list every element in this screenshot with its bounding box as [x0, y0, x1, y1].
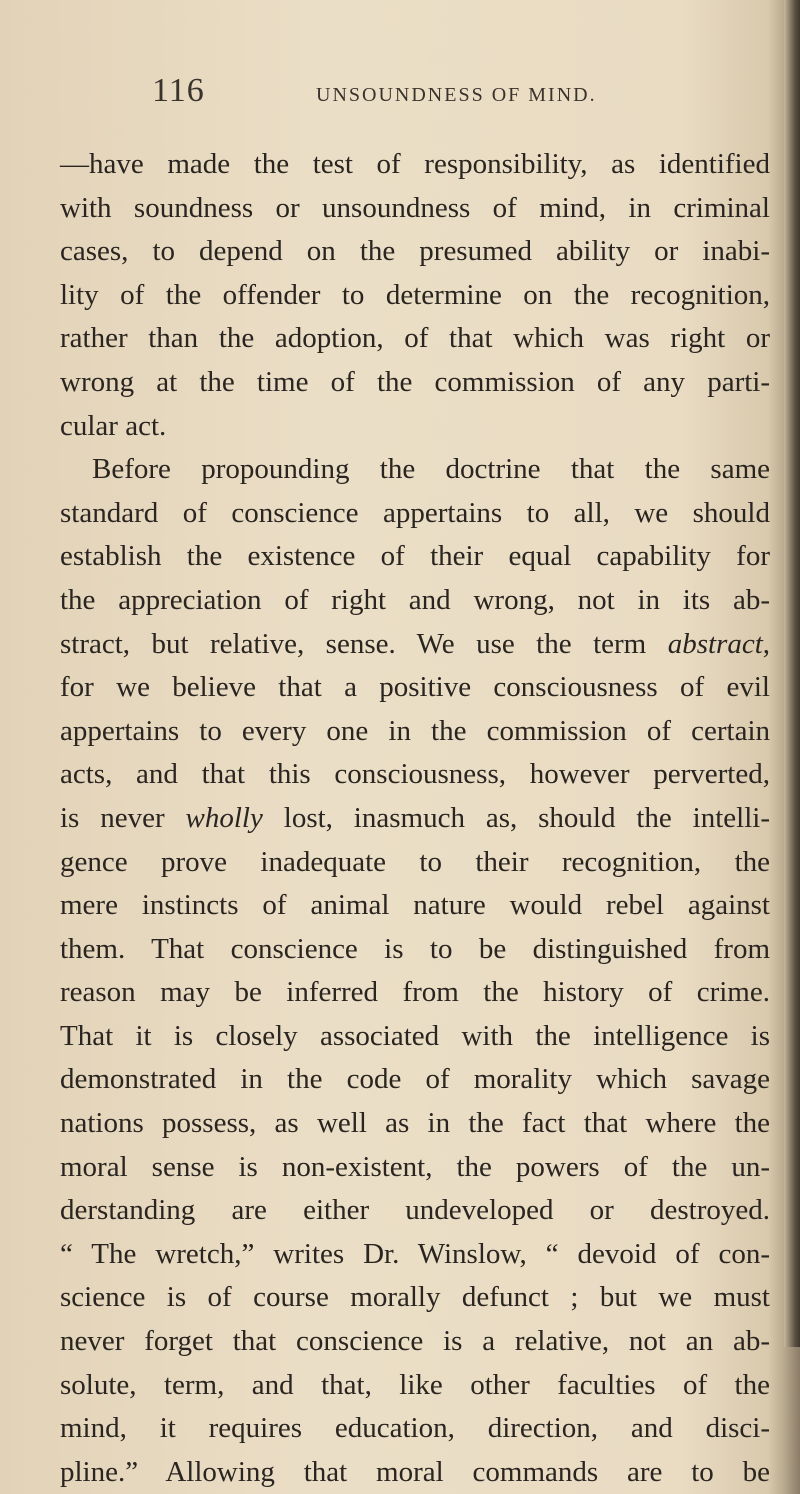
- italic-word: abstract: [667, 627, 763, 660]
- text-segment: stract, but relative, sense. We use the term: [60, 627, 668, 660]
- text-line: for we believe that a positive consciousness of evil: [60, 671, 770, 704]
- text-line: with soundness or unsoundness of mind, in criminal: [60, 191, 770, 224]
- text-line: them. That conscience is to be distinguished from: [60, 932, 770, 965]
- text-line: wrong at the time of the commission of any parti-: [60, 365, 770, 398]
- text-line: reason may be inferred from the history of crime.: [60, 976, 770, 1009]
- text-line: Before propounding the doctrine that the same: [92, 453, 770, 486]
- text-line: [60, 623, 770, 667]
- text-line: demonstrated in the code of morality which savage: [60, 1063, 770, 1096]
- text-segment: lost, inasmuch as, should the intelli-: [262, 801, 770, 834]
- text-line: the appreciation of right and wrong, not in its ab-: [60, 583, 770, 616]
- text-line: cases, to depend on the presumed ability or inabi-: [60, 235, 770, 268]
- text-line: acts, and that this consciousness, however perverted,: [60, 758, 770, 791]
- text-line: solute, term, and that, like other faculties of the: [60, 1368, 770, 1401]
- text-line: mind, it requires education, direction, and disci-: [60, 1412, 770, 1445]
- page-number: 116: [152, 72, 205, 109]
- text-line: standard of conscience appertains to all, we should: [60, 496, 770, 529]
- text-line: “ The wretch,” writes Dr. Winslow, “ devoid of con-: [60, 1237, 770, 1270]
- text-segment: ,: [762, 627, 770, 660]
- text-line: derstanding are either undeveloped or destroyed.: [60, 1194, 770, 1227]
- text-line: never forget that conscience is a relative, not an ab-: [60, 1325, 770, 1358]
- body-text: [60, 143, 770, 1494]
- text-line: moral sense is non-existent, the powers of the un-: [60, 1150, 770, 1183]
- text-line: rather than the adoption, of that which was right or: [60, 322, 770, 355]
- page-edge: [784, 0, 800, 1347]
- text-line: establish the existence of their equal capability for: [60, 540, 770, 573]
- text-line: appertains to every one in the commission of certain: [60, 714, 770, 747]
- text-segment: is never: [60, 801, 186, 834]
- text-line: pline.” Allowing that moral commands are to be: [60, 1455, 770, 1488]
- text-line: gence prove inadequate to their recognition, the: [60, 845, 770, 878]
- text-line: cular act.: [60, 409, 167, 442]
- text-line: science is of course morally defunct ; but we must: [60, 1281, 770, 1314]
- text-line: [60, 797, 770, 841]
- text-line: lity of the offender to determine on the recognition,: [60, 278, 770, 311]
- running-head: UNSOUNDNESS OF MIND.: [316, 84, 597, 106]
- page-header: [152, 72, 792, 116]
- italic-word: wholly: [185, 801, 263, 834]
- text-line: That it is closely associated with the intelligence is: [60, 1019, 770, 1052]
- text-line: mere instincts of animal nature would rebel against: [60, 889, 770, 922]
- text-line: —have made the test of responsibility, as identified: [60, 148, 770, 180]
- text-line: nations possess, as well as in the fact that where the: [60, 1107, 770, 1140]
